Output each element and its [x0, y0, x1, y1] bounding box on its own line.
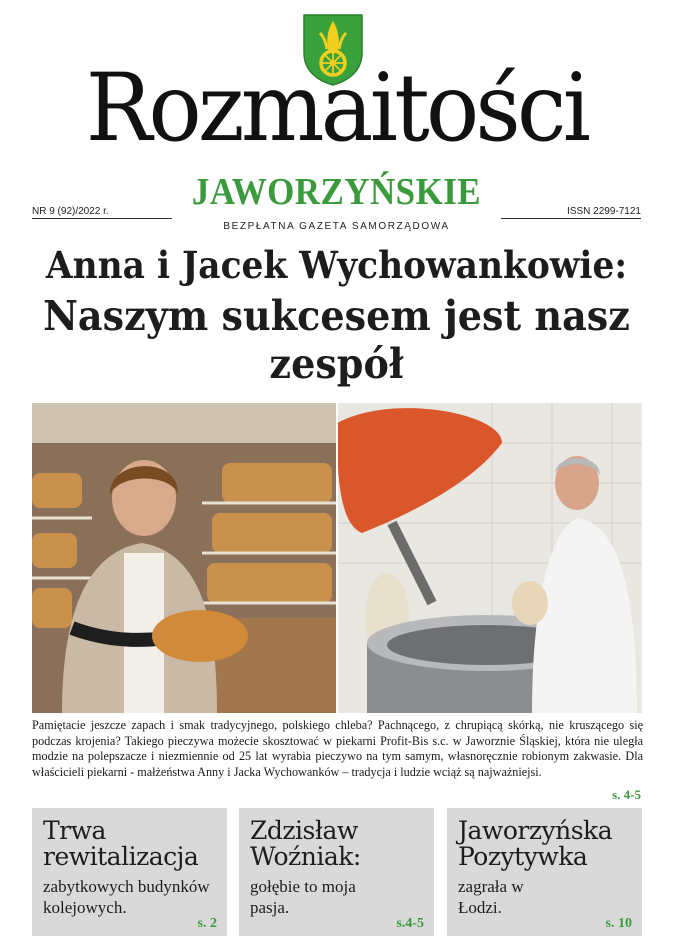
- teaser-page-ref: s.4-5: [396, 916, 424, 931]
- teaser-page-ref: s. 2: [197, 916, 217, 931]
- teaser-box-1[interactable]: [32, 808, 227, 936]
- teaser-title: Zdzisław Woźniak:: [250, 816, 361, 871]
- issn-number: ISSN 2299-7121: [567, 206, 641, 217]
- teaser-page-ref: s. 10: [605, 916, 632, 931]
- teaser-box-2[interactable]: [239, 808, 434, 936]
- teaser-subtitle: gołębie to moja pasja.: [250, 877, 356, 917]
- masthead-title: Rozmaitości: [85, 54, 588, 163]
- lead-paragraph: Pamiętacie jeszcze zapach i smak tradycyjnego, polskiego chleba? Pachnącego, z chrupiącą skórką, nie kruszącego się podczas krojenia? Takiego pieczywa możecie skosztować w piekarni Profit-Bis s.c. w Jaworznie Śląskiej, która nie uległa modzie na polepszacze i niezmiennie od 25 lat wyrabia pieczywo na tym samym, własnoręcznie robionym zakwasie. Dla właścicieli piekarni - małżeństwa Anny i Jacka Wychowanków – tradycja i ludzie wciąż są najważniejsi.: [32, 718, 643, 779]
- headline-line-2: Naszym sukcesem jest nasz zespół: [43, 292, 630, 388]
- bakery-mixer-photo: [337, 403, 642, 713]
- cover-photos: [32, 403, 642, 713]
- teaser-box-3[interactable]: [447, 808, 642, 936]
- issue-number: NR 9 (92)/2022 r.: [32, 206, 109, 217]
- divider-right: [501, 218, 641, 219]
- teaser-title: Trwa rewitalizacja: [43, 816, 199, 871]
- lead-page-ref[interactable]: s. 4-5: [612, 787, 641, 802]
- bakery-shop-photo: [32, 403, 337, 713]
- teaser-title: Jaworzyńska Pozytywka: [458, 816, 613, 871]
- masthead-tagline: BEZPŁATNA GAZETA SAMORZĄDOWA: [223, 221, 450, 232]
- headline-line-1: Anna i Jacek Wychowankowie:: [45, 243, 628, 287]
- teaser-subtitle: zagrała w Łodzi.: [458, 877, 524, 917]
- masthead-subtitle: JAWORZYŃSKIE: [191, 171, 482, 213]
- divider-left: [32, 218, 172, 219]
- teaser-subtitle: zabytkowych budynków kolejowych.: [43, 877, 210, 917]
